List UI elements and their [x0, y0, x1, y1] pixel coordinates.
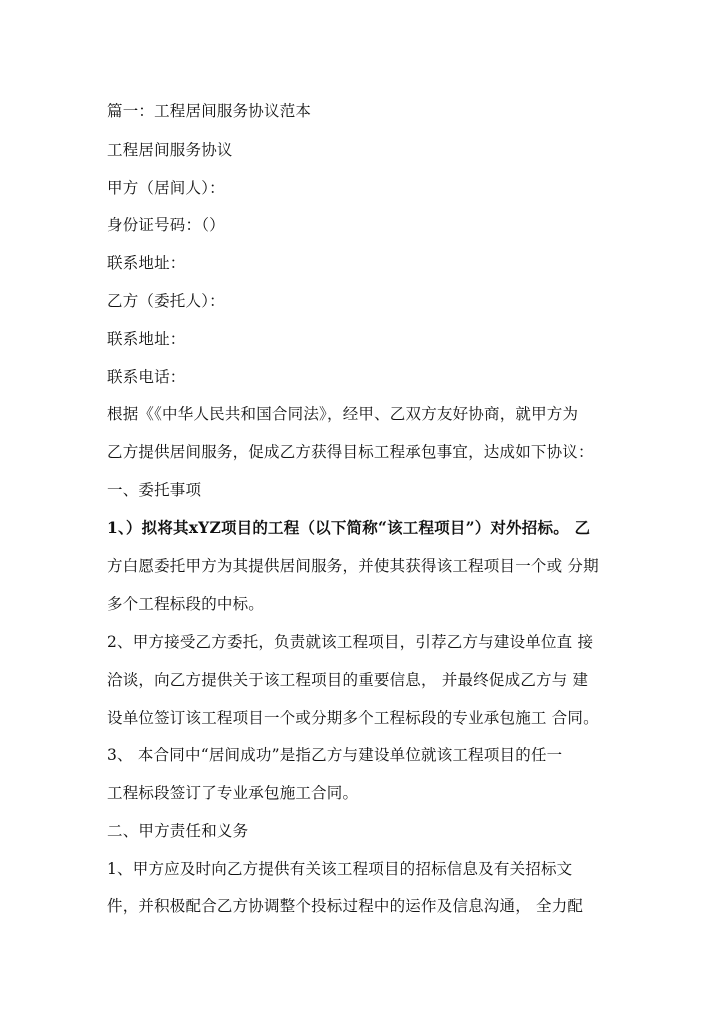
party-b-address-label: 联系地址： [107, 330, 186, 348]
section-heading-2: 二、甲方责任和义务 [107, 822, 249, 840]
section-heading-1: 一、委托事项 [107, 481, 202, 499]
document-title: 篇一：工程居间服务协议范本 [107, 102, 312, 120]
agreement-heading: 工程居间服务协议 [107, 141, 233, 159]
section-2-clause-1-line-2: 件，并积极配合乙方协调整个投标过程中的运作及信息沟通， 全力配 [107, 897, 584, 915]
clause-1-line-1: 1、）拟将其xYZ项目的工程（以下简称“该工程项目”）对外招标。 乙 [107, 518, 591, 537]
clause-1-line-3: 多个工程标段的中标。 [107, 595, 265, 613]
clause-2-line-1: 2、甲方接受乙方委托，负责就该工程项目，引荐乙方与建设单位直 接 [107, 633, 594, 651]
party-b-label: 乙方（委托人）： [107, 292, 225, 310]
preamble-line-2: 乙方提供居间服务，促成乙方获得目标工程承包事宜，达成如下协议： [107, 443, 594, 461]
party-b-phone-label: 联系电话： [107, 368, 186, 386]
party-a-label: 甲方（居间人）： [107, 179, 225, 197]
clause-2-line-3: 设单位签订该工程项目一个或分期多个工程标段的专业承包施工 合同。 [107, 709, 599, 727]
section-2-clause-1-line-1: 1、甲方应及时向乙方提供有关该工程项目的招标信息及有关招标文 [107, 860, 573, 878]
clause-3-line-2: 工程标段签订了专业承包施工合同。 [107, 784, 359, 802]
preamble-line-1: 根据《《中华人民共和国合同法》，经甲、乙双方友好协商，就甲方为 [107, 405, 579, 423]
id-number-label: 身份证号码：（） [107, 216, 225, 234]
clause-3-line-1: 3、 本合同中“居间成功”是指乙方与建设单位就该工程项目的任一 [107, 746, 563, 764]
clause-2-line-2: 洽谈，向乙方提供关于该工程项目的重要信息， 并最终促成乙方与 建 [107, 671, 589, 689]
party-a-address-label: 联系地址： [107, 254, 186, 272]
clause-1-line-2: 方白愿委托甲方为其提供居间服务，并使其获得该工程项目一个或 分期 [107, 557, 599, 575]
